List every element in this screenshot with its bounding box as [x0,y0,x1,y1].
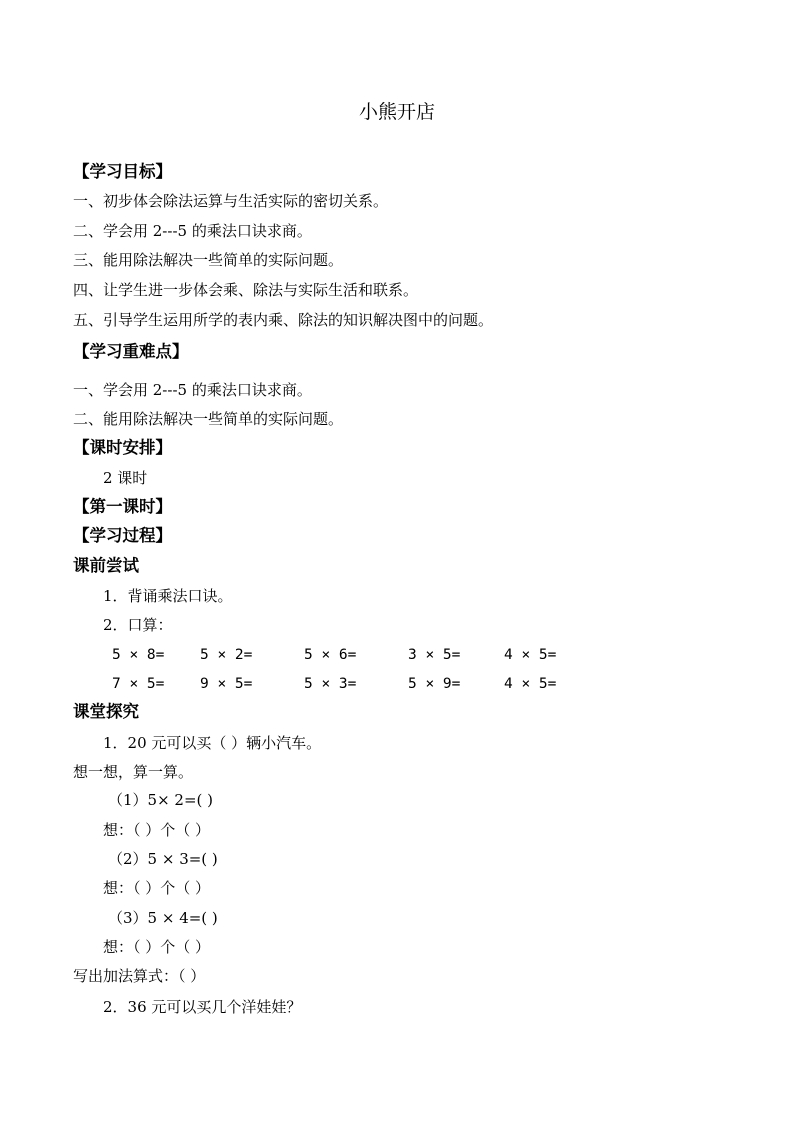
calc-cell: 9 × 5= [200,676,253,692]
schedule-value: 2 课时 [103,469,148,487]
calc-cell: 7 × 5= [112,676,165,692]
calc-cell: 4 × 5= [504,676,557,692]
calc-cell: 5 × 2= [200,647,253,663]
explore-step: 想：（ ）个（ ） [103,879,211,897]
goal-item: 四、让学生进一步体会乘、除法与实际生活和联系。 [73,281,419,299]
goal-item: 二、学会用 2---5 的乘法口诀求商。 [73,222,312,240]
first-lesson-heading: 【第一课时】 [73,497,172,516]
explore-question-2: 2．36 元可以买几个洋娃娃？ [103,998,302,1016]
calc-cell: 5 × 3= [304,676,357,692]
process-heading: 【学习过程】 [73,526,172,545]
goal-item: 三、能用除法解决一些简单的实际问题。 [73,251,344,269]
goal-item: 一、初步体会除法运算与生活实际的密切关系。 [73,192,389,210]
calc-cell: 3 × 5= [408,647,461,663]
explore-step: 想：（ ）个（ ） [103,821,211,839]
schedule-heading: 【课时安排】 [73,438,172,457]
page-title: 小熊开店 [358,101,435,123]
pre-class-item-1: 1．背诵乘法口诀。 [103,587,233,605]
pre-class-heading: 课前尝试 [73,556,139,575]
explore-step: （1）5× 2=( ) [108,791,214,809]
calc-cell: 5 × 8= [112,647,165,663]
key-points-heading: 【学习重难点】 [73,342,189,361]
explore-question-1: 1．20 元可以买（ ）辆小汽车。 [103,734,322,752]
explore-step: （3）5 × 4=( ) [108,909,218,927]
explore-think: 想一想，算一算。 [73,763,194,781]
key-point-item: 二、能用除法解决一些简单的实际问题。 [73,410,344,428]
calc-cell: 5 × 6= [304,647,357,663]
goals-heading: 【学习目标】 [73,162,172,181]
pre-class-item-2: 2．口算： [103,616,173,634]
explore-step: 想：（ ）个（ ） [103,938,211,956]
calc-cell: 4 × 5= [504,647,557,663]
goal-item: 五、引导学生运用所学的表内乘、除法的知识解决图中的问题。 [73,311,494,329]
addition-formula: 写出加法算式：（ ） [73,967,206,985]
explore-step: （2）5 × 3=( ) [108,850,218,868]
calc-cell: 5 × 9= [408,676,461,692]
explore-heading: 课堂探究 [73,702,139,721]
key-point-item: 一、学会用 2---5 的乘法口诀求商。 [73,381,312,399]
